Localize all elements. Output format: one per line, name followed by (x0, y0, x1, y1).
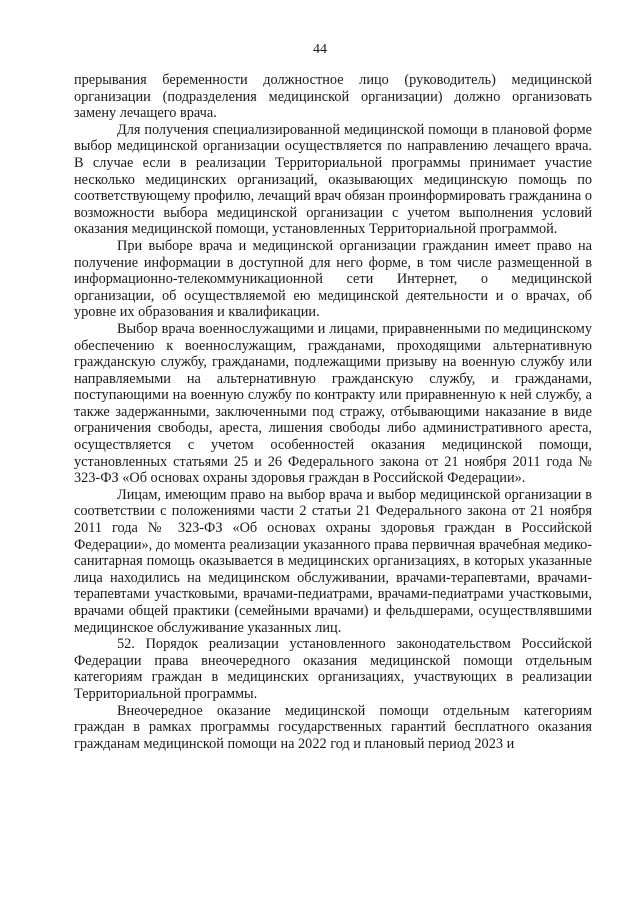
paragraph-priority-care: Внеочередное оказание медицинской помощи отдельным категориям граждан в рамках программы государственных гарантий бесплатного оказания гражданам медицинской помощи на 2022 год и плановый период 2023 и (74, 702, 592, 752)
document-body (74, 72, 592, 752)
paragraph-right-to-information: При выборе врача и медицинской организации гражданин имеет право на получение информации в доступной для него форме, в том числе размещенной в информационно-телекоммуникационной сети Интернет, о медицинской организации, об осуществляемой ею медицинской деятельности и о врачах, об уровне их образования и квалификации. (74, 237, 592, 321)
paragraph-military-choice: Выбор врача военнослужащими и лицами, приравненными по медицинскому обеспечению к военнослужащим, гражданами, проходящими альтернативную гражданскую службу, гражданами, подлежащими призыву на военную службу или направляемыми на альтернативную гражданскую службу, и гражданами, поступающими на военную службу по контракту или приравненную к ней службу, а также задержанными, заключенными под стражу, отбывающими наказание в виде ограничения свободы, ареста, лишения свободы либо административного ареста, осуществляется с учетом особенностей оказания медицинской помощи, установленных статьями 25 и 26 Федерального закона от 21 ноября 2011 года № 323-ФЗ «Об основах охраны здоровья граждан в Российской Федерации». (74, 320, 592, 487)
paragraph-specialized-care: Для получения специализированной медицинской помощи в плановой форме выбор медицинской организации осуществляется по направлению лечащего врача. В случае если в реализации Территориальной программы принимает участие несколько медицинских организаций, оказывающих медицинскую помощь по соответствующему профилю, лечащий врач обязан проинформировать гражданина о возможности выбора медицинской организации с учетом выполнения условий оказания медицинской помощи, установленных Территориальной программой. (74, 121, 592, 238)
paragraph-continuation: прерывания беременности должностное лицо (руководитель) медицинской организации (подразделения медицинской организации) должно организовать замену лечащего врача. (74, 72, 592, 122)
page-number: 44 (313, 42, 327, 57)
paragraph-section-52: 52. Порядок реализации установленного законодательством Российской Федерации права внеочередного оказания медицинской помощи отдельным категориям граждан в медицинских организациях, участвующих в реализации Территориальной программы. (74, 636, 592, 702)
paragraph-persons-with-right: Лицам, имеющим право на выбор врача и выбор медицинской организации в соответствии с положениями части 2 статьи 21 Федерального закона от 21 ноября 2011 года № 323-ФЗ «Об основах охраны здоровья граждан в Российской Федерации», до момента реализации указанного права первичная врачебная медико-санитарная помощь оказывается в медицинских организациях, в которых указанные лица находились на медицинском обслуживании, врачами-терапевтами, врачами-терапевтами участковыми, врачами-педиатрами, врачами-педиатрами участковыми, врачами общей практики (семейными врачами) и фельдшерами, осуществлявшими медицинское обслуживание указанных лиц. (74, 486, 592, 636)
